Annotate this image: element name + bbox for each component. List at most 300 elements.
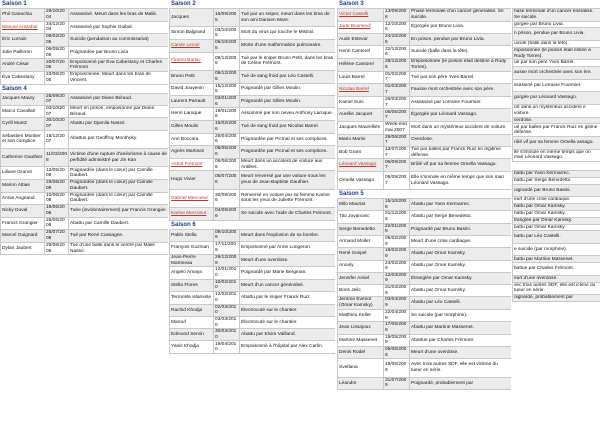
table-row bbox=[170, 317, 336, 329]
death-description: Abattue par Charles Frémont. bbox=[410, 334, 512, 347]
death-description: Abattu par Elvire Vailland. bbox=[240, 329, 336, 341]
death-description: Morte d'une malformation pulmonaire. bbox=[240, 39, 336, 52]
death-description: Abattus par Geoffroy Monthoky. bbox=[69, 130, 169, 148]
death-date: 17/05/2009 bbox=[384, 322, 410, 334]
death-description: Assassiné par Sophie Guibal bbox=[69, 21, 169, 34]
death-date: 30/08/2006 bbox=[214, 189, 240, 207]
death-description: Empoisonné à l'hôpital par Alex Carlin. bbox=[240, 341, 336, 354]
character-name: Marco Cavallari bbox=[1, 105, 45, 118]
character-name[interactable]: Manuel Aristabal bbox=[1, 21, 45, 34]
death-description: Poignardée par Picmal et ses complices. bbox=[240, 146, 336, 159]
death-date: 19/01/2006 bbox=[214, 108, 240, 121]
death-description: ué par son père Yves Barrel. bbox=[513, 60, 600, 67]
death-date: 31/03/2009 bbox=[384, 285, 410, 297]
death-date: 03/10/2005 bbox=[214, 27, 240, 40]
death-description: Suicide (pendaison au commissariat) bbox=[69, 34, 169, 47]
table-row bbox=[513, 256, 600, 263]
death-date: 12/10/2006 bbox=[384, 21, 410, 33]
death-description: vec trois autres SDF, elle est ictime du tueur en série. bbox=[513, 282, 600, 295]
deaths-table bbox=[0, 8, 168, 85]
character-name: Aude Estevar bbox=[338, 33, 384, 46]
character-name: Boris Jelic bbox=[338, 285, 384, 297]
table-row bbox=[1, 192, 169, 205]
death-date: 03/01/2006 bbox=[214, 95, 240, 108]
death-description: Abattu par le sniper Franck Ruiz. bbox=[240, 292, 336, 305]
deaths-table bbox=[169, 229, 335, 354]
character-name: Simon Balgrand bbox=[170, 27, 214, 40]
character-name: Nicky Duval bbox=[1, 205, 45, 218]
section-title: Saison 6 bbox=[171, 221, 196, 228]
death-description: Poignardée (dans le cœur) par Camille Daubert. bbox=[69, 192, 169, 205]
death-description: ssassiné par Lorraine Fourmier. bbox=[513, 79, 600, 92]
death-date: 06/09/2007 bbox=[384, 171, 410, 189]
death-date: 28/04/2006 bbox=[214, 133, 240, 146]
table-row bbox=[338, 109, 512, 122]
death-description: Assassiné par Lorraine Fourmier. bbox=[410, 96, 512, 109]
character-name: Matthieu Keller bbox=[338, 309, 384, 322]
death-date: 28/12/2006 bbox=[384, 58, 410, 71]
character-name: Denis Rodel bbox=[338, 347, 384, 359]
death-description: Empoisonnée. Meurt dans les bras de Vincent. bbox=[69, 71, 169, 84]
death-date: 11/03/2008 bbox=[45, 148, 69, 166]
table-row bbox=[1, 71, 169, 84]
death-description: Renversé en voiture par sa femme Karine sous les yeux de Juliette Frémont bbox=[240, 189, 336, 207]
column-1 bbox=[0, 0, 168, 448]
table-row bbox=[338, 96, 512, 109]
death-date: 22/04/2009 bbox=[384, 309, 410, 322]
table-row bbox=[170, 83, 336, 95]
table-row bbox=[170, 146, 336, 159]
table-row bbox=[1, 130, 169, 148]
death-date: 29/06/2007 bbox=[384, 134, 410, 146]
death-description: e suicide (par morphine). bbox=[513, 243, 600, 256]
death-date: 29/08/2008 bbox=[45, 242, 69, 255]
table-row bbox=[338, 272, 512, 284]
death-description: battu par Omar Kamsky. bbox=[513, 224, 600, 231]
character-name: Bruno Petit bbox=[170, 70, 214, 83]
death-description: mpoisonnée (le poison était estiné à Rudy Torres). bbox=[513, 47, 600, 60]
table-row bbox=[338, 347, 512, 359]
death-description: battu par Martine Massenet. bbox=[513, 256, 600, 263]
death-description: Fausse mort orchestrée avec son père. bbox=[410, 84, 512, 97]
table-row bbox=[1, 105, 169, 118]
table-row bbox=[338, 359, 512, 377]
character-name[interactable]: Nicolas Barrel bbox=[338, 84, 384, 97]
deaths-table bbox=[169, 8, 335, 221]
death-date: 30/10/2007 bbox=[45, 118, 69, 130]
character-name: Hélène Cantorel bbox=[338, 58, 384, 71]
death-description: Meurt dans l'explosion de sa bombe. bbox=[240, 229, 336, 242]
table-row bbox=[513, 67, 600, 80]
table-row bbox=[513, 184, 600, 197]
death-date: 03/03/2010 bbox=[214, 317, 240, 329]
death-date: 13/09/2006 bbox=[384, 9, 410, 22]
table-row bbox=[170, 158, 336, 171]
death-date: 01/03/2007 bbox=[384, 84, 410, 97]
character-name[interactable]: Victor Castelli bbox=[338, 9, 384, 22]
character-name: Jacques Maury bbox=[1, 93, 45, 105]
table-row bbox=[513, 217, 600, 224]
death-date: 10/06/2008 bbox=[45, 192, 69, 205]
death-description: Elle s'immole en même temps que son mari Léonard Vassago. bbox=[410, 171, 512, 189]
table-row bbox=[1, 46, 169, 59]
death-date: 06/09/2007 bbox=[384, 159, 410, 172]
character-name: Marion Attias bbox=[1, 179, 45, 192]
character-name: Tito Jovanovic bbox=[338, 211, 384, 223]
table-row bbox=[170, 292, 336, 305]
table-row bbox=[338, 377, 512, 389]
death-date: 05/05/2006 bbox=[214, 146, 240, 159]
death-date: 12/05/2008 bbox=[45, 167, 69, 180]
character-name: David Jouvenin bbox=[170, 83, 214, 95]
table-row bbox=[170, 120, 336, 133]
death-date: 09/12/2005 bbox=[214, 70, 240, 83]
character-name: Agnès Martinez bbox=[170, 146, 214, 159]
death-date: 06/06/2006 bbox=[214, 158, 240, 171]
table-row bbox=[513, 136, 600, 149]
death-description: lle s'immole en même temps que on mari Léonard Vassago. bbox=[513, 149, 600, 162]
table-row bbox=[338, 33, 512, 46]
character-name: Jean-Pierre Martineau bbox=[170, 254, 214, 267]
death-date: 24/02/2009 bbox=[384, 260, 410, 272]
table-row bbox=[338, 58, 512, 71]
table-row bbox=[338, 334, 512, 347]
table-row bbox=[513, 263, 600, 276]
table-row bbox=[1, 242, 169, 255]
death-description: battu par Yann Kermarrec. bbox=[513, 171, 600, 178]
table-row bbox=[338, 46, 512, 59]
deaths-table bbox=[512, 8, 600, 162]
table-row bbox=[170, 171, 336, 189]
death-description: eurt d'une overdose. bbox=[513, 275, 600, 282]
character-name[interactable]: Karine Mercoeur bbox=[170, 208, 214, 221]
death-date: 06/10/2005 bbox=[214, 39, 240, 52]
death-date: 24/10/2006 bbox=[384, 33, 410, 46]
character-name: Jacques bbox=[170, 9, 214, 27]
death-description: Abattu par Djamila Nassri. bbox=[69, 118, 169, 130]
death-description: Meurt d'une overdose. bbox=[410, 347, 512, 359]
character-name: Marouf bbox=[170, 317, 214, 329]
death-description: Poignardé par Gilles Moulin. bbox=[240, 95, 336, 108]
section-title: Saison 3 bbox=[339, 1, 364, 7]
death-description: Électrocuté sur le chantier. bbox=[240, 317, 336, 329]
character-name[interactable]: Jade Bourseuil bbox=[338, 21, 384, 33]
table-row bbox=[170, 229, 336, 242]
death-description: rûlé vif par sa femme Ornella assago. bbox=[513, 136, 600, 149]
death-description: Assassiné par Diane Béraud. bbox=[69, 93, 169, 105]
death-date: 16/09/2005 bbox=[214, 9, 240, 27]
character-name: Svetlana bbox=[338, 359, 384, 377]
death-date: 10/02/2010 bbox=[214, 279, 240, 292]
death-description: Phase terminale d'un cancer généralisé. Se suicide. bbox=[410, 9, 512, 22]
death-description: Poignardée (dans le cœur) par Camille Daubert. bbox=[69, 179, 169, 192]
death-date: 19/05/2009 bbox=[384, 334, 410, 347]
table-row bbox=[513, 149, 600, 162]
character-name: Aurélie Jacquet bbox=[338, 109, 384, 122]
table-row bbox=[513, 92, 600, 105]
table-row bbox=[338, 309, 512, 322]
character-name: Annie Angeaud bbox=[1, 192, 45, 205]
death-description: Poignardé par Marie Bergman. bbox=[240, 267, 336, 279]
death-description: Poignardée par Picmal et ses complices. bbox=[240, 133, 336, 146]
table-row bbox=[513, 224, 600, 231]
character-name: Kamel Suni bbox=[338, 96, 384, 109]
character-name: Jean Lissajoux bbox=[338, 322, 384, 334]
table-row bbox=[170, 52, 336, 70]
table-row bbox=[170, 254, 336, 267]
table-row bbox=[338, 146, 512, 159]
death-date: 26/03/2007 bbox=[384, 96, 410, 109]
death-date: 29/12/2009 bbox=[214, 254, 240, 267]
death-date: 20/07/2005 bbox=[45, 59, 69, 72]
table-row bbox=[513, 204, 600, 211]
death-date: 02/03/2010 bbox=[214, 304, 240, 316]
character-name: Julie Pailleron bbox=[1, 46, 45, 59]
death-date: 26/09/2007 bbox=[45, 93, 69, 105]
character-name: Edmond Servin bbox=[170, 329, 214, 341]
death-description: Poignardé par Bruno Basini. bbox=[410, 223, 512, 236]
death-description: Égorgée par Bruno Livia. bbox=[410, 21, 512, 33]
death-description: Électrocuté sur le chantier. bbox=[240, 304, 336, 316]
death-date: 05/06/2009 bbox=[384, 347, 410, 359]
character-name[interactable]: Gabriel Mercoeur bbox=[170, 189, 214, 207]
death-date: 01/02/2007 bbox=[384, 71, 410, 84]
table-row bbox=[338, 121, 512, 134]
death-description: eurt d'une crise cardiaque. bbox=[513, 197, 600, 204]
table-row bbox=[338, 84, 512, 97]
table-row bbox=[338, 236, 512, 248]
section-title: Saison 4 bbox=[2, 85, 27, 92]
death-date: 18/02/2009 bbox=[384, 248, 410, 260]
table-row bbox=[170, 341, 336, 354]
death-description: Étranglée par Omar Kamsky. bbox=[410, 272, 512, 284]
character-name: Jennifer Amiel bbox=[338, 272, 384, 284]
table-row bbox=[1, 93, 169, 105]
death-date: 24/12/2004 bbox=[45, 21, 69, 34]
death-date: 12/02/2010 bbox=[214, 292, 240, 305]
table-row bbox=[1, 59, 169, 72]
table-row bbox=[513, 104, 600, 117]
death-description: Se suicide (par morphine). bbox=[410, 309, 512, 322]
table-row bbox=[170, 9, 336, 27]
death-description: Brûlé vif par sa femme Ornella Vassago. bbox=[410, 159, 512, 172]
column-4 bbox=[512, 0, 600, 448]
table-row bbox=[338, 297, 512, 310]
section-title: Saison 5 bbox=[339, 191, 364, 198]
character-name: Serge Benedetto bbox=[338, 223, 384, 236]
character-name: Yanis Khodja bbox=[170, 341, 214, 354]
character-name: Hugo Vivier bbox=[170, 171, 214, 189]
table-row bbox=[513, 40, 600, 47]
death-date: 29/05/2008 bbox=[45, 179, 69, 192]
character-name: Éva Cabestany bbox=[1, 71, 45, 84]
death-date: 19/04/2010 bbox=[214, 341, 240, 354]
death-date: 03/10/2007 bbox=[45, 105, 69, 118]
death-date: 15/10/2008 bbox=[384, 199, 410, 211]
character-name: Phil Ganachia bbox=[1, 9, 45, 22]
death-description: battu par Serge Benedetto. bbox=[513, 177, 600, 184]
death-description: ausse mort orchestrée avec son ère. bbox=[513, 67, 600, 80]
death-description: Abattu par Camille Daubert. bbox=[69, 217, 169, 230]
character-name: Éric Lorrain bbox=[1, 34, 45, 47]
death-description: Empoisonnée (le poison était destiné à Rudy Torres). bbox=[410, 58, 512, 71]
death-date: 12/01/2010 bbox=[214, 267, 240, 279]
table-row bbox=[338, 285, 512, 297]
section-title: Saison 1 bbox=[2, 1, 27, 7]
death-date: 22/01/2009 bbox=[384, 223, 410, 236]
death-date: 23/08/2005 bbox=[45, 71, 69, 84]
death-date: 13/07/2007 bbox=[384, 146, 410, 159]
character-name: Liliane Granot bbox=[1, 167, 45, 180]
table-row bbox=[513, 295, 600, 302]
death-description: Tué de sang froid par Léo Castelli. bbox=[240, 70, 336, 83]
death-date: 31/07/2009 bbox=[384, 377, 410, 389]
death-description: Meurt d'un cancer généralisé. bbox=[240, 279, 336, 292]
death-description: Meurt d'une overdose. bbox=[240, 254, 336, 267]
death-description: Tué par son père Yves Barrel. bbox=[410, 71, 512, 84]
character-name[interactable]: Astrid Frémont bbox=[170, 158, 214, 171]
table-row bbox=[513, 197, 600, 204]
death-date: 26/06/2008 bbox=[45, 217, 69, 230]
table-row bbox=[513, 243, 600, 256]
table-row bbox=[170, 108, 336, 121]
table-row bbox=[513, 21, 600, 28]
death-description: En prison, pendue par Bruno Livia. bbox=[410, 33, 512, 46]
death-description: Tué par René Cassagne. bbox=[69, 230, 169, 243]
death-description: ort dans un mystérieux accident e voiture. bbox=[513, 104, 600, 117]
character-name: Marcel Guignard bbox=[1, 230, 45, 243]
character-name: Sébastien Montier et son complice bbox=[1, 130, 45, 148]
death-date: 15/12/2005 bbox=[214, 83, 240, 95]
table-row bbox=[338, 223, 512, 236]
death-description: verdose. bbox=[513, 117, 600, 124]
character-name: Terroriste islamiste bbox=[170, 292, 214, 305]
death-date: 03/04/2009 bbox=[384, 297, 410, 310]
death-description: battu par Léo Castelli. bbox=[513, 231, 600, 244]
death-description: Tué par balles par Franck Ruiz en légitime défense. bbox=[410, 146, 512, 159]
death-date: 05/02/2009 bbox=[384, 236, 410, 248]
death-description: Poignardé, probablement par bbox=[410, 377, 512, 389]
table-row bbox=[338, 159, 512, 172]
death-description: Abattu par Omar Kamsky. bbox=[410, 285, 512, 297]
character-name: Henri Cantorel bbox=[338, 46, 384, 59]
death-date: 25/07/2008 bbox=[45, 230, 69, 243]
table-row bbox=[1, 179, 169, 192]
death-description: Empoisonné par Anne Longeron. bbox=[240, 242, 336, 255]
death-date: 30/03/2010 bbox=[214, 329, 240, 341]
table-row bbox=[513, 177, 600, 184]
death-description: Tué par un sniper, meurt dans les bras de son ami Damien Mare. bbox=[240, 9, 336, 27]
character-name[interactable]: Florent Barlac bbox=[170, 52, 214, 70]
table-row bbox=[170, 27, 336, 40]
table-row bbox=[170, 242, 336, 255]
death-date: 18/06/2008 bbox=[45, 205, 69, 218]
table-row bbox=[513, 124, 600, 137]
table-row bbox=[338, 260, 512, 272]
character-name: Dylan Jaubert bbox=[1, 242, 45, 255]
character-name: Catherine Gauthier bbox=[1, 148, 45, 166]
death-description: Suicide (balle dans la tête). bbox=[410, 46, 512, 59]
death-date: 18/06/2009 bbox=[384, 359, 410, 377]
death-description: n prison, pendue par Bruno Livia. bbox=[513, 28, 600, 41]
death-description: Tuée (involontairement) par Francis Grangier. bbox=[69, 205, 169, 218]
table-row bbox=[1, 205, 169, 218]
character-name: Henri Laroque bbox=[170, 108, 214, 121]
death-description: Poignardé par Gilles Moulin. bbox=[240, 83, 336, 95]
table-row bbox=[513, 117, 600, 124]
table-row bbox=[1, 217, 169, 230]
table-row bbox=[338, 322, 512, 334]
table-row bbox=[170, 189, 336, 207]
death-description: Tué par le sniper Bruno Petit, dans les bras de Céline Frémont. bbox=[240, 52, 336, 70]
table-row bbox=[338, 9, 512, 22]
table-row bbox=[338, 134, 512, 146]
death-description: Mort du virus qui touche le Mistral. bbox=[240, 27, 336, 40]
table-row bbox=[170, 208, 336, 221]
death-date: 04/09/2006 bbox=[214, 208, 240, 221]
table-row bbox=[513, 60, 600, 67]
death-date: Week-end mai 2007 bbox=[384, 121, 410, 134]
character-name: Léandre bbox=[338, 377, 384, 389]
character-name[interactable]: Carole Lenoir bbox=[170, 39, 214, 52]
character-name[interactable]: Léonard Vassago bbox=[338, 159, 384, 172]
character-name: Armand Mollet bbox=[338, 236, 384, 248]
table-row bbox=[513, 275, 600, 282]
character-name: Milo Mauriat bbox=[338, 199, 384, 211]
death-date: 18/12/2007 bbox=[45, 130, 69, 148]
death-description: battu par Omar Kamsky. bbox=[513, 204, 600, 211]
table-row bbox=[338, 211, 512, 223]
death-description: Meurt dans un accident de voiture aux Antilles. bbox=[240, 158, 336, 171]
table-row bbox=[1, 148, 169, 166]
table-row bbox=[1, 230, 169, 243]
table-row bbox=[513, 231, 600, 244]
character-name: André César bbox=[1, 59, 45, 72]
death-description: hase terminale d'un cancer énéralisé. Se suicide. bbox=[513, 9, 600, 22]
death-description: Tué d'une balle dans le ventre par Malik Nassri. bbox=[69, 242, 169, 255]
deaths-table bbox=[0, 93, 168, 256]
death-description: Poignardée par Bruno Livia bbox=[69, 46, 169, 59]
column-3 bbox=[337, 0, 511, 448]
character-name: Louis Barrel bbox=[338, 71, 384, 84]
death-date: 05/07/2006 bbox=[214, 171, 240, 189]
character-name: Stella Flores bbox=[170, 279, 214, 292]
table-row bbox=[1, 34, 169, 47]
table-row bbox=[170, 279, 336, 292]
table-row bbox=[513, 28, 600, 41]
death-description: battue par Charles Frémont. bbox=[513, 263, 600, 276]
death-description: Assommé par son neveu Anthony Laroque. bbox=[240, 108, 336, 121]
death-description: Meurt d'une crise cardiaque. bbox=[410, 236, 512, 248]
death-date: 09/10/2009 bbox=[214, 229, 240, 242]
death-description: Abattu par Yann Kermarrec. bbox=[410, 199, 512, 211]
character-name: Jacques Maurelliès bbox=[338, 121, 384, 134]
death-date: 28/10/2004 bbox=[45, 9, 69, 22]
table-row bbox=[338, 248, 512, 260]
deaths-table bbox=[337, 8, 511, 190]
table-row bbox=[1, 21, 169, 34]
table-row bbox=[170, 39, 336, 52]
table-row bbox=[513, 79, 600, 92]
table-row bbox=[170, 267, 336, 279]
character-name: Jérôme Evenot (Omar Kamsky) bbox=[338, 297, 384, 310]
deaths-table bbox=[337, 198, 511, 390]
table-row bbox=[338, 199, 512, 211]
character-name: Gilles Moulin bbox=[170, 120, 214, 133]
table-row bbox=[170, 329, 336, 341]
character-name: René Sospel bbox=[338, 248, 384, 260]
table-row bbox=[513, 9, 600, 22]
